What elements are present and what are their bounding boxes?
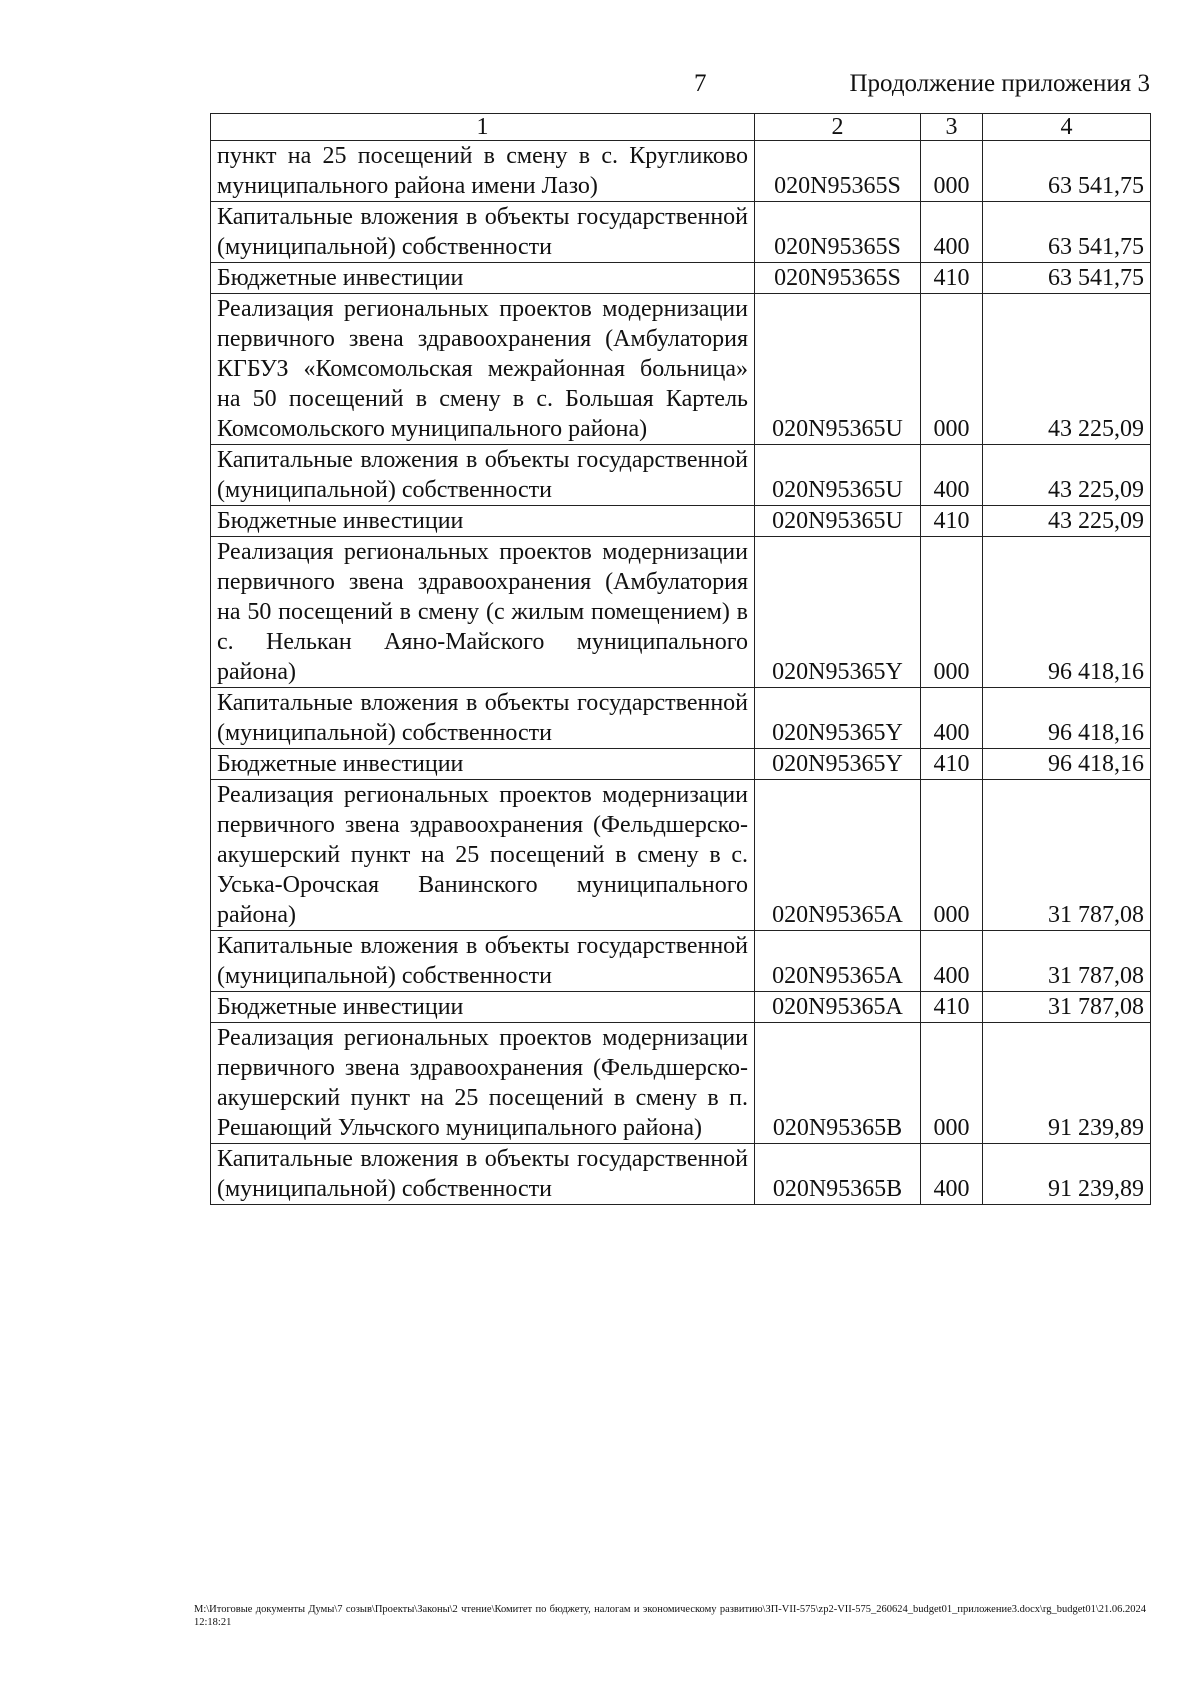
row-type: 000 [921, 294, 983, 445]
table-row [211, 1144, 1151, 1205]
row-name: Капитальные вложения в объекты государственной (муниципальной) собственности [211, 202, 755, 263]
row-name: пункт на 25 посещений в смену в с. Кругликово муниципального района имени Лазо) [211, 141, 755, 202]
row-amount: 43 225,09 [983, 294, 1151, 445]
page-number: 7 [694, 70, 707, 97]
row-code: 020N95365S [755, 263, 921, 294]
table-row [211, 780, 1151, 931]
row-code: 020N95365Y [755, 749, 921, 780]
row-name: Бюджетные инвестиции [211, 992, 755, 1023]
table-row [211, 141, 1151, 202]
row-name: Реализация региональных проектов модернизации первичного звена здравоохранения (Амбулатория на 50 посещений в смену (с жилым помещением) в с. Нелькан Аяно-Майского муниципального района) [211, 537, 755, 688]
row-amount: 63 541,75 [983, 202, 1151, 263]
row-amount: 91 239,89 [983, 1144, 1151, 1205]
column-header-2: 2 [755, 114, 921, 141]
row-code: 020N95365U [755, 445, 921, 506]
row-amount: 43 225,09 [983, 445, 1151, 506]
row-amount: 91 239,89 [983, 1023, 1151, 1144]
row-type: 410 [921, 263, 983, 294]
row-type: 410 [921, 506, 983, 537]
row-amount: 63 541,75 [983, 263, 1151, 294]
table-row [211, 537, 1151, 688]
row-type: 400 [921, 688, 983, 749]
row-name: Бюджетные инвестиции [211, 263, 755, 294]
row-code: 020N95365B [755, 1144, 921, 1205]
row-name: Бюджетные инвестиции [211, 749, 755, 780]
row-code: 020N95365B [755, 1023, 921, 1144]
row-name: Бюджетные инвестиции [211, 506, 755, 537]
row-type: 000 [921, 1023, 983, 1144]
row-name: Реализация региональных проектов модернизации первичного звена здравоохранения (Амбулатория КГБУЗ «Комсомольская межрайонная больница» на 50 посещений в смену в с. Большая Картель Комсомольского муниципального района) [211, 294, 755, 445]
row-type: 410 [921, 992, 983, 1023]
column-number-row [211, 114, 1151, 141]
row-name: Капитальные вложения в объекты государственной (муниципальной) собственности [211, 931, 755, 992]
row-name: Капитальные вложения в объекты государственной (муниципальной) собственности [211, 1144, 755, 1205]
table-row [211, 688, 1151, 749]
row-code: 020N95365A [755, 992, 921, 1023]
file-path-footer: M:\Итоговые документы Думы\7 созыв\Проекты\Законы\2 чтение\Комитет по бюджету, налогам и экономическому развитию\ЗП-VII-575\zp2-VII-575_260624_budget01_приложение3.docx\rg_budget01\21.06.2024 12:18:21 [194, 1604, 1146, 1628]
row-code: 020N95365U [755, 506, 921, 537]
row-type: 000 [921, 537, 983, 688]
row-amount: 31 787,08 [983, 992, 1151, 1023]
table-row [211, 931, 1151, 992]
row-type: 410 [921, 749, 983, 780]
row-amount: 96 418,16 [983, 688, 1151, 749]
row-amount: 96 418,16 [983, 749, 1151, 780]
row-type: 400 [921, 931, 983, 992]
row-code: 020N95365A [755, 780, 921, 931]
row-name: Капитальные вложения в объекты государственной (муниципальной) собственности [211, 688, 755, 749]
column-header-4: 4 [983, 114, 1151, 141]
table-row [211, 445, 1151, 506]
row-name: Реализация региональных проектов модернизации первичного звена здравоохранения (Фельдшерско-акушерский пункт на 25 посещений в смену в с. Уська-Орочская Ванинского муниципального района) [211, 780, 755, 931]
row-amount: 96 418,16 [983, 537, 1151, 688]
budget-table [210, 113, 1151, 1205]
row-amount: 31 787,08 [983, 780, 1151, 931]
row-code: 020N95365Y [755, 537, 921, 688]
row-name: Капитальные вложения в объекты государственной (муниципальной) собственности [211, 445, 755, 506]
row-amount: 31 787,08 [983, 931, 1151, 992]
table-row [211, 992, 1151, 1023]
row-type: 400 [921, 202, 983, 263]
row-code: 020N95365S [755, 141, 921, 202]
table-row [211, 294, 1151, 445]
row-type: 400 [921, 1144, 983, 1205]
row-name: Реализация региональных проектов модернизации первичного звена здравоохранения (Фельдшерско-акушерский пункт на 25 посещений в смену в п. Решающий Ульчского муниципального района) [211, 1023, 755, 1144]
column-header-1: 1 [211, 114, 755, 141]
table-row [211, 749, 1151, 780]
table-row [211, 1023, 1151, 1144]
row-amount: 63 541,75 [983, 141, 1151, 202]
column-header-3: 3 [921, 114, 983, 141]
continuation-heading: Продолжение приложения 3 [849, 70, 1150, 97]
row-code: 020N95365U [755, 294, 921, 445]
row-code: 020N95365A [755, 931, 921, 992]
row-code: 020N95365Y [755, 688, 921, 749]
row-amount: 43 225,09 [983, 506, 1151, 537]
table-row [211, 202, 1151, 263]
table-row [211, 506, 1151, 537]
row-type: 000 [921, 141, 983, 202]
row-type: 400 [921, 445, 983, 506]
table-row [211, 263, 1151, 294]
row-code: 020N95365S [755, 202, 921, 263]
row-type: 000 [921, 780, 983, 931]
